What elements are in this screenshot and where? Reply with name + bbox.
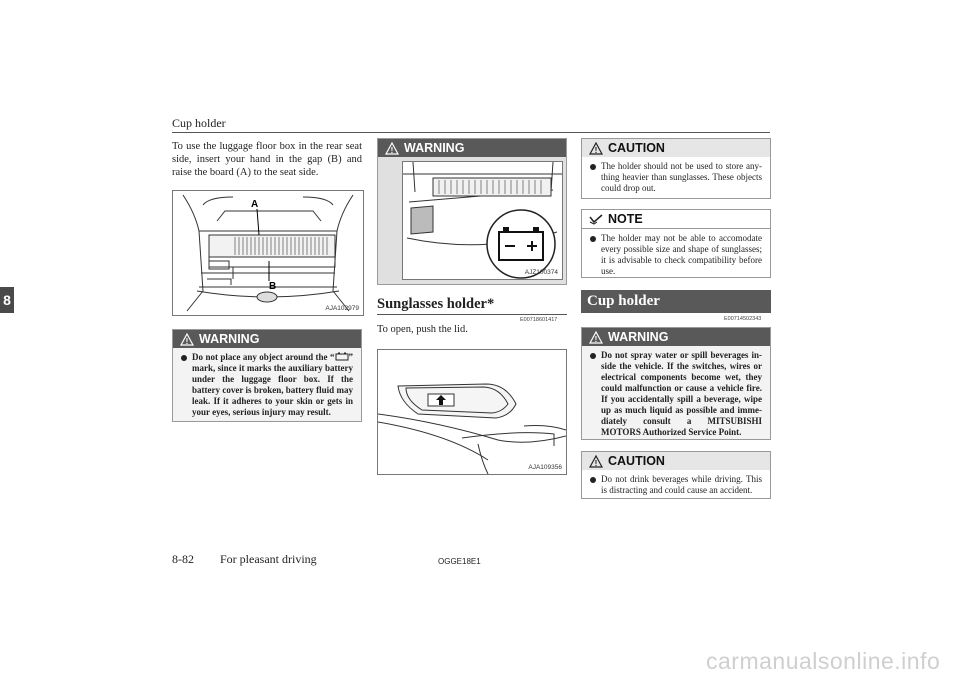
note-hand-icon [589, 213, 603, 225]
warning-title: WARNING [608, 330, 669, 344]
warning-triangle-icon [180, 333, 194, 346]
battery-mark-figure [402, 161, 563, 280]
section-code: E00714502343 [724, 316, 762, 322]
caution-triangle-icon [589, 142, 603, 155]
note-title: NOTE [608, 212, 643, 226]
section-banner-cup-holder [581, 290, 771, 313]
instruction-text: To open, push the lid. [377, 324, 468, 335]
label-a: A [251, 199, 259, 210]
warning-triangle-icon [589, 331, 603, 344]
caution-box-drinking [581, 451, 771, 499]
sunglasses-holder-illustration [378, 350, 566, 474]
note-header [582, 210, 770, 229]
svg-text:!: ! [594, 145, 598, 155]
svg-text:!: ! [185, 336, 189, 346]
warning-header [173, 330, 361, 348]
bullet-icon [590, 164, 596, 170]
figure-code: AJA109356 [528, 464, 562, 471]
caution-header [582, 139, 770, 157]
battery-mark-illustration [403, 162, 562, 279]
warning-title: WARNING [404, 141, 465, 155]
warning-text: Do not place any object around the “ ” mark, since it marks the auxiliary battery under the luggage floor box. If the battery cover is broken, battery fluid may leak. If it adheres to your skin or gets in your eyes, serious injury may result. [192, 352, 353, 417]
warning-box-cup-holder [581, 327, 771, 440]
chapter-name: For pleasant driving [220, 552, 317, 566]
watermark: carmanualsonline.info [706, 648, 941, 674]
intro-paragraph: To use the luggage floor box in the rear seat side, insert your hand in the gap (B) and raise the board (A) to the seat side. [172, 141, 362, 178]
warning-header [582, 328, 770, 346]
running-title: Cup holder [172, 116, 226, 130]
svg-text:!: ! [390, 145, 394, 155]
warning-box-battery [172, 329, 362, 422]
document-code: OGGE18E1 [438, 557, 481, 566]
bullet-icon [181, 355, 187, 361]
battery-icon [335, 352, 349, 361]
luggage-floor-box-figure [172, 190, 364, 316]
section-code: E00718601417 [520, 317, 558, 323]
bullet-icon [590, 353, 596, 359]
warning-title: WARNING [199, 332, 260, 346]
figure-code: AJZ100374 [524, 269, 558, 276]
note-text: The holder may not be able to accomodate every possible size and shape of sunglasses; it is advisable to check compatibility before use. [601, 233, 762, 276]
bullet-icon [590, 236, 596, 242]
section-title-sunglasses: Sunglasses holder* [377, 296, 495, 312]
caution-header [582, 452, 770, 470]
luggage-box-illustration [173, 191, 363, 315]
section-title-cup-holder: Cup holder [587, 293, 660, 309]
warning-box-battery-figure [377, 138, 567, 285]
caution-title: CAUTION [608, 454, 665, 468]
warning-triangle-icon [385, 142, 399, 155]
chapter-tab: 8 [0, 287, 14, 313]
caution-text: The holder should not be used to store any-thing heavier than sunglasses. These objects could drop out. [601, 161, 762, 193]
sunglasses-holder-figure [377, 349, 567, 475]
svg-text:!: ! [594, 458, 598, 468]
caution-title: CAUTION [608, 141, 665, 155]
bullet-icon [590, 477, 596, 483]
warning-text: Do not spray water or spill beverages in-side the vehicle. If the switches, wires or electrical components become wet, they could malfunction or cause a vehicle fire. If you accidentally spill a beverage, wipe up as much liquid as possible and imme-diately consult a MITSUBISHI MOTORS Authorized Service Point. [601, 350, 762, 437]
caution-text: Do not drink beverages while driving. This is distracting and could cause an accident. [601, 474, 762, 495]
svg-text:!: ! [594, 334, 598, 344]
page-number: 8-82 [172, 552, 194, 566]
warning-header [378, 139, 566, 157]
figure-code: AJA102979 [325, 305, 359, 312]
note-box [581, 209, 771, 278]
section-rule [377, 314, 567, 315]
header-rule [172, 132, 770, 133]
caution-box-sunglasses [581, 138, 771, 199]
label-b: B [269, 281, 277, 292]
caution-triangle-icon [589, 455, 603, 468]
